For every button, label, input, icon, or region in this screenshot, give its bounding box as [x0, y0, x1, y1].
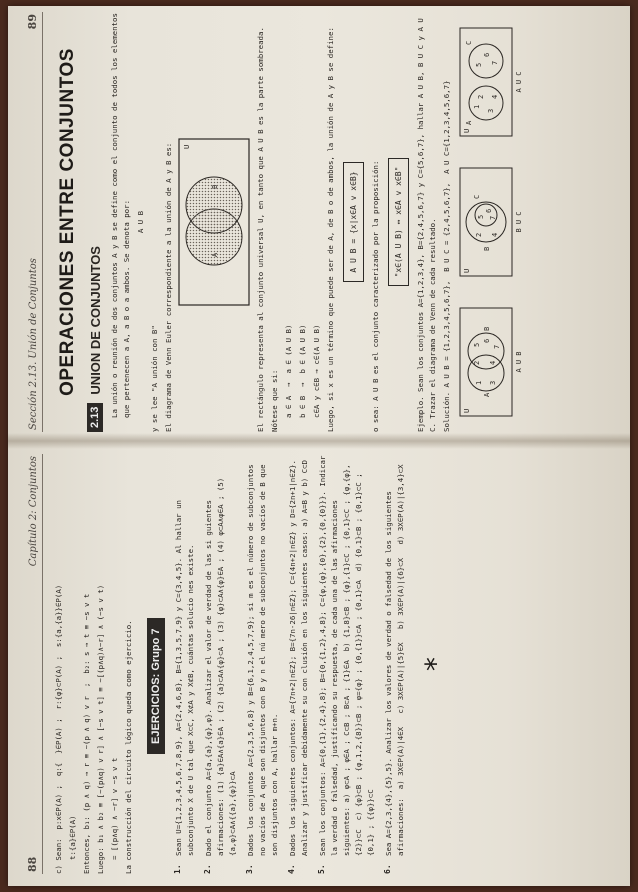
- exercise-number: 4.: [287, 864, 296, 874]
- exercise-text: Sean U={1,2,3,4,5,6,7,8,9}, A={2,4,6,8}, B={1,3,5,7,9} y C={3,4,5}. Al hallar un subconjunto X de U tal que X⊂C, X⊄A y X⊄B, cuántas solucio nes existe.: [174, 495, 195, 856]
- svg-text:C: C: [465, 40, 473, 45]
- exercise-item: [383, 454, 409, 874]
- example-c-simplified: = [(p∧q) ∧ ~r] v ~s v t: [110, 757, 119, 860]
- exercise-item: [173, 454, 199, 874]
- page-89: [26, 8, 626, 432]
- exercise-text: Sean los conjuntos: A={0,{1},{2,4},8}; B={0,{1,2},4,8}; C={φ,{φ},{0},{2},{0,{0}}}. Indicar la verdad o falsedad, justificando su respuesta, de cada una de las afirmaciones siguientes: a) φ⊂A ; φ∈A ; C⊂B ; B⊂A ; {1}∈A b) {1,8}⊂B ; {φ},{1}⊂C ; {0,1}⊂C ; {φ,{φ},{2}}⊂C c) {φ}⊂B ; {φ,1,2,{8}}⊂B ; φ={φ} ; {0,{1}}⊂A ; {0,1}⊂A d) {0,1}⊂B ; {0,1}⊂C ; {0,1} ; {{φ}}⊂C: [318, 451, 375, 856]
- venn-a-union-b: [459, 307, 513, 417]
- rectangle-note: El rectángulo representa al conjunto universal U, en tanto que A U B es la parte sombreada.: [256, 27, 265, 432]
- characterizing-proposition-intro: o sea: A U B es el conjunto caracterizado por la proposición:: [371, 160, 380, 432]
- union-formula-box: A U B = {x|x∈A v x∈B}: [343, 162, 364, 281]
- section-number: 2.13: [87, 403, 103, 432]
- svg-text:1: 1: [475, 380, 483, 385]
- svg-text:U: U: [463, 408, 471, 413]
- exercise-item: [287, 454, 313, 874]
- svg-text:5: 5: [477, 214, 485, 219]
- svg-text:2: 2: [477, 94, 485, 99]
- svg-text:3: 3: [489, 380, 497, 385]
- venn-a-union-c: [459, 27, 513, 137]
- exercise-number: 5.: [317, 864, 326, 874]
- example-diagrams: [459, 12, 523, 432]
- svg-text:6: 6: [483, 52, 491, 57]
- svg-text:A: A: [465, 120, 473, 125]
- svg-text:U: U: [463, 268, 471, 273]
- diagram-a-union-b: [459, 307, 523, 417]
- venn-union-diagram: [177, 137, 251, 307]
- exercise-text: Sea A={2,3,{4},{5},5}. Analizar los valores de verdad o falsedad de los siguientes afirmaciones: a) 3X∈P(A)|4∈X c) 3X∈P(A)|{5}∈X b) 3X∈P(A)|{6}⊂X d) 3X∈P(A)|{3,4}⊂X: [384, 464, 405, 856]
- svg-text:6: 6: [485, 208, 493, 213]
- page-number-89: 89: [26, 14, 39, 30]
- set-a-label: A: [211, 252, 219, 257]
- section-title: UNION DE CONJUNTOS: [87, 246, 103, 395]
- svg-text:7: 7: [489, 215, 497, 220]
- svg-text:1: 1: [473, 104, 481, 109]
- svg-text:5: 5: [473, 342, 481, 347]
- diagram-label-b-union-c: B U C: [515, 211, 523, 233]
- svg-text:3: 3: [487, 108, 495, 113]
- page-88: [26, 451, 626, 874]
- exercises-banner: EJERCICIOS: Grupo 7: [147, 618, 165, 754]
- note-intro: Nótese que si:: [270, 369, 279, 432]
- book-gutter: [8, 433, 630, 449]
- diagram-b-union-c: [459, 167, 523, 277]
- exercise-number: 3.: [245, 864, 254, 874]
- note-line-3: c∈A y c∈B → c∈(A U B): [312, 324, 321, 418]
- svg-text:7: 7: [493, 344, 501, 349]
- svg-text:C: C: [473, 194, 481, 199]
- exercise-item: [317, 451, 379, 874]
- svg-text:6: 6: [483, 338, 491, 343]
- svg-text:B: B: [483, 246, 491, 251]
- exercise-text: Dados los conjuntos A={2,3,5,6,8} y B={6,1,2,4,5,7,9}; si m es el número de subconjuntos no vacíos de A que son disjuntos con B y n el nú mero de subconjuntos no vacíos de B que son disjuntos con A, hallar m+n.: [246, 459, 279, 856]
- diagram-a-union-c: [459, 27, 523, 137]
- example-c-entonces: Entonces, b₁: (p ∧ q) → r ≡ ~(p ∧ q) v r ; b₂: s → t ≡ ~s v t: [82, 593, 91, 874]
- book-spread: [8, 6, 630, 886]
- example-text: Ejemplo. Sean los conjuntos A={1,2,3,4}, B={2,4,5,6,7} y C={5,6,7}, hallar A U B, B U C y A U C. Trazar el diagrama de Venn de cada resultado.: [416, 13, 437, 432]
- section-heading: [87, 12, 103, 432]
- svg-text:4: 4: [491, 94, 499, 99]
- exercise-text: Dados los siguientes conjuntos: A={7n+2|n∈Z}; B={7n-26|n∈Z}; C={4n+2|n∈Z} y D={2n+1|n∈Z}. Analizar y justificar debidamente su con clusión en los siguientes casos: a) A=B y b) C⊂D: [288, 455, 309, 856]
- svg-text:4: 4: [489, 360, 497, 365]
- exercise-item: [203, 454, 241, 874]
- note-line-2: b ∈ B → b ∈ (A U B): [298, 324, 307, 418]
- svg-text:A: A: [483, 392, 491, 397]
- svg-text:U: U: [463, 128, 471, 133]
- running-head-text: Sección 2.13. Unión de Conjuntos: [28, 258, 39, 430]
- venn-b-union-c: [459, 167, 513, 277]
- running-head-89: [26, 12, 43, 432]
- svg-text:5: 5: [475, 62, 483, 67]
- diagram-label-a-union-c: A U C: [515, 71, 523, 93]
- exercise-text: Dado el conjunto A={a,{a},{φ},φ}. Analizar el valor de verdad de las si guientes afirmaciones: (1) {a}∈A∧{a}∈A ; (2) {a}⊂A∧{φ}⊂A ; (3) {φ}⊂A∧{φ}∈A ; (4) φ⊂A∧φ∈A ; (5) {a,φ}⊂A∧{{a},{φ}}⊂A: [204, 473, 237, 856]
- running-head-text-88: Capítulo 2: Conjuntos: [28, 456, 39, 567]
- end-star-icon: *: [419, 655, 452, 673]
- example-c-sets: c) Sean: p:x∈P(A) ; q:{ }∈P(A) ; r:{φ}⊂P(A) ; s:{a,{a}}∈P(A): [54, 584, 63, 874]
- exercise-number: 2.: [203, 864, 212, 874]
- universe-label: U: [183, 144, 191, 149]
- svg-text:7: 7: [491, 60, 499, 65]
- union-notation: A U B: [136, 210, 145, 234]
- proposition-formula-box: "x∈(A U B) ↔ x∈A v x∈B": [388, 158, 409, 287]
- venn-union-figure: [177, 12, 255, 432]
- solution-text: Solución. A U B = {1,2,3,4,5,6,7}, B U C = {2,4,5,6,7}, A U C={1,2,3,4,5,6,7}: [442, 80, 451, 432]
- union-term-definition: Luego, si x es un término que puede ser de A, de B o de ambos, la unión de A y B se define:: [326, 27, 335, 432]
- svg-text:2: 2: [473, 360, 481, 365]
- svg-text:4: 4: [491, 232, 499, 237]
- exercise-number: 6.: [383, 864, 392, 874]
- example-c-t: t:{a}∈P(A): [68, 815, 77, 860]
- running-head-88: [26, 454, 43, 874]
- example-c-luego: Luego: b₁ ∧ b₂ ≡ [~(p∧q) v r] ∧ [~s v t] ≡ ~[(p∧q)∧~r] ∧ (~s v t): [96, 584, 105, 874]
- note-line-1: a ∈ A → a ∈ (A U B): [284, 324, 293, 418]
- set-b-label: B: [211, 184, 219, 189]
- union-reading: y se lee "A unión con B": [150, 325, 159, 432]
- exercise-list: [173, 451, 409, 874]
- exercise-item: [245, 454, 283, 874]
- page-number-88: 88: [26, 856, 39, 872]
- diagram-label-a-union-b: A U B: [515, 351, 523, 373]
- svg-text:2: 2: [475, 232, 483, 237]
- svg-text:B: B: [483, 326, 491, 331]
- chapter-heading: OPERACIONES ENTRE CONJUNTOS: [57, 48, 78, 396]
- exercise-number: 1.: [173, 864, 182, 874]
- circuit-note: La construcción del circuito lógico queda como ejercicio.: [124, 620, 133, 874]
- union-definition: La unión o reunión de dos conjuntos A y B se define como el conjunto de todos los elementos que pertenecen a A, a B o a ambos. Se denota por:: [110, 8, 131, 418]
- venn-intro: El diagrama de Venn Euler correspondiente a la unión de A y B es:: [164, 142, 173, 432]
